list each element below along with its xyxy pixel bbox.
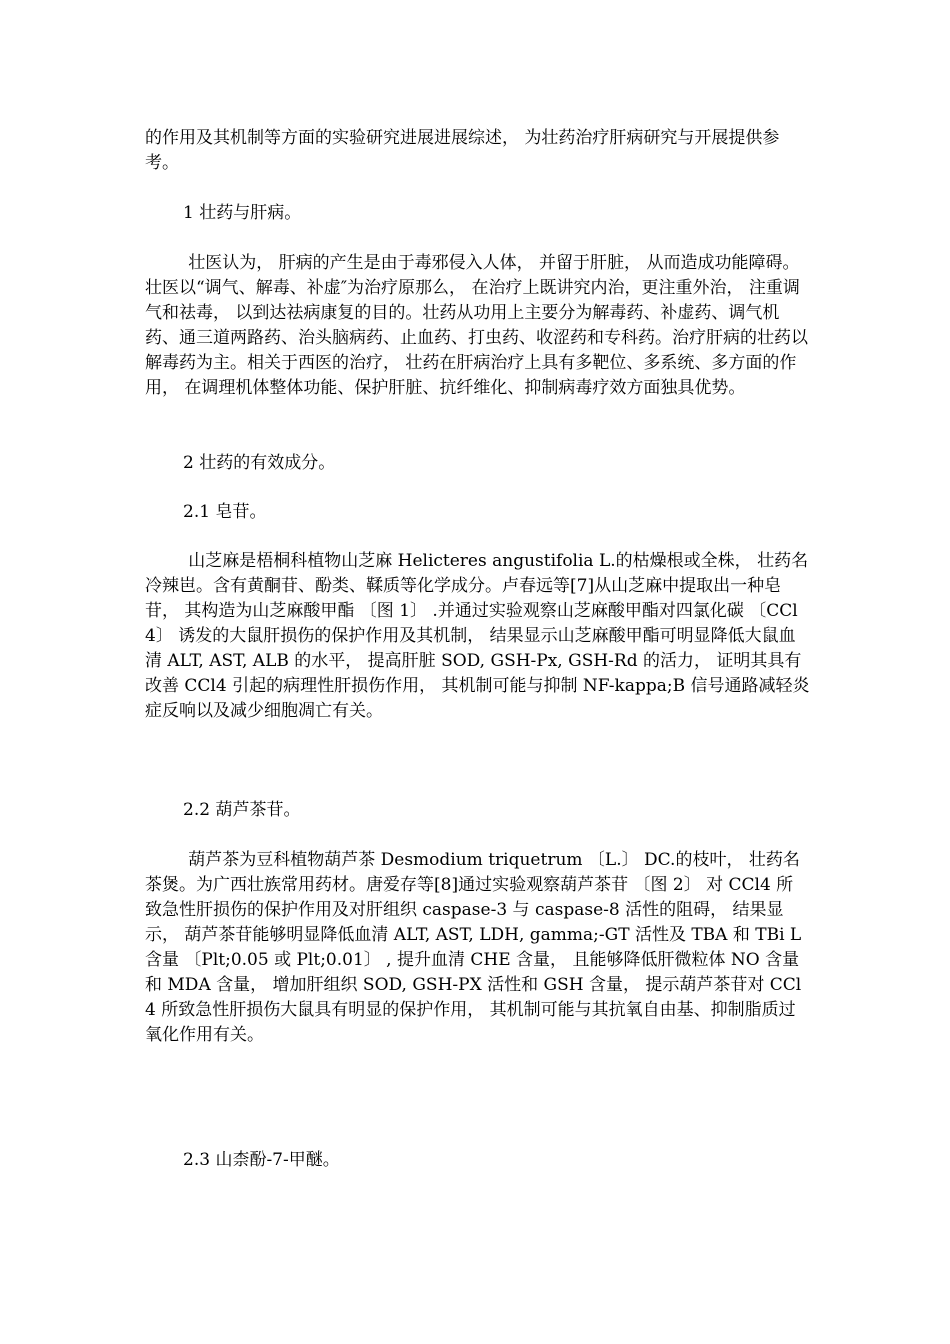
section-1-body: 壮医认为， 肝病的产生是由于毒邪侵入人体， 并留于肝脏， 从而造成功能障碍。壮医以“调气、解毒、补虚″为治疗原那么， 在治疗上既讲究内治，更注重外治， 注重调气和祛毒， 以到达祛病康复的目的。壮药从功用上主要分为解毒药、补虚药、调气机药、通三道两路药、治头脑病药、止血药、打虫药、收涩药和专科药。治疗肝病的壮药以解毒药为主。相关于西医的治疗， 壮药在肝病治疗上具有多靶位、多系统、多方面的作用， 在调理机体整体功能、保护肝脏、抗纤维化、抑制病毒疗效方面独具优势。 (145, 253, 808, 398)
section-2-2-heading: 2.2 葫芦茶苷。 (183, 800, 301, 820)
intro-paragraph: 的作用及其机制等方面的实验研究进展进展综述， 为壮药治疗肝病研究与开展提供参考。 (145, 128, 780, 173)
section-2-1-heading: 2.1 皂苷。 (183, 502, 267, 522)
section-2-heading: 2 壮药的有效成分。 (183, 453, 336, 473)
section-2-2-body: 葫芦茶为豆科植物葫芦茶 Desmodium triquetrum 〔L.〕 DC.的枝叶， 壮药名茶煲。为广西壮族常用药材。唐爱存等[8]通过实验观察葫芦茶苷 〔图 2〕 对 CCl4 所致急性肝损伤的保护作用及对肝组织 caspase-3 与 caspase-8 活性的阻碍， 结果显示， 葫芦茶苷能够明显降低血清 ALT, AST, LDH, gamma;-GT 活性及 TBA 和 TBi L 含量 〔Plt;0.05 或 Plt;0.01〕 , 提升血清 CHE 含量， 且能够降低肝微粒体 NO 含量和 MDA 含量， 增加肝组织 SOD, GSH-PX 活性和 GSH 含量， 提示葫芦茶苷对 CCl4 所致急性肝损伤大鼠具有明显的保护作用， 其机制可能与其抗氧自由基、抑制脂质过氧化作用有关。 (145, 850, 807, 1045)
section-2-1-body: 山芝麻是梧桐科植物山芝麻 Helicteres angustifolia L.的枯燥根或全株， 壮药名冷辣岜。含有黄酮苷、酚类、鞣质等化学成分。卢春远等[7]从山芝麻中提取出一种皂苷， 其构造为山芝麻酸甲酯 〔图 1〕 .并通过实验观察山芝麻酸甲酯对四氯化碳 〔CCl4〕 诱发的大鼠肝损伤的保护作用及其机制， 结果显示山芝麻酸甲酯可明显降低大鼠血清 ALT, AST, ALB 的水平， 提高肝脏 SOD, GSH-Px, GSH-Rd 的活力， 证明其具有改善 CCl4 引起的病理性肝损伤作用， 其机制可能与抑制 NF-kappa;B 信号通路减轻炎症反响以及减少细胞凋亡有关。 (145, 551, 810, 721)
section-1-heading: 1 壮药与肝病。 (183, 203, 302, 223)
section-2-3-heading: 2.3 山柰酚-7-甲醚。 (183, 1150, 340, 1170)
